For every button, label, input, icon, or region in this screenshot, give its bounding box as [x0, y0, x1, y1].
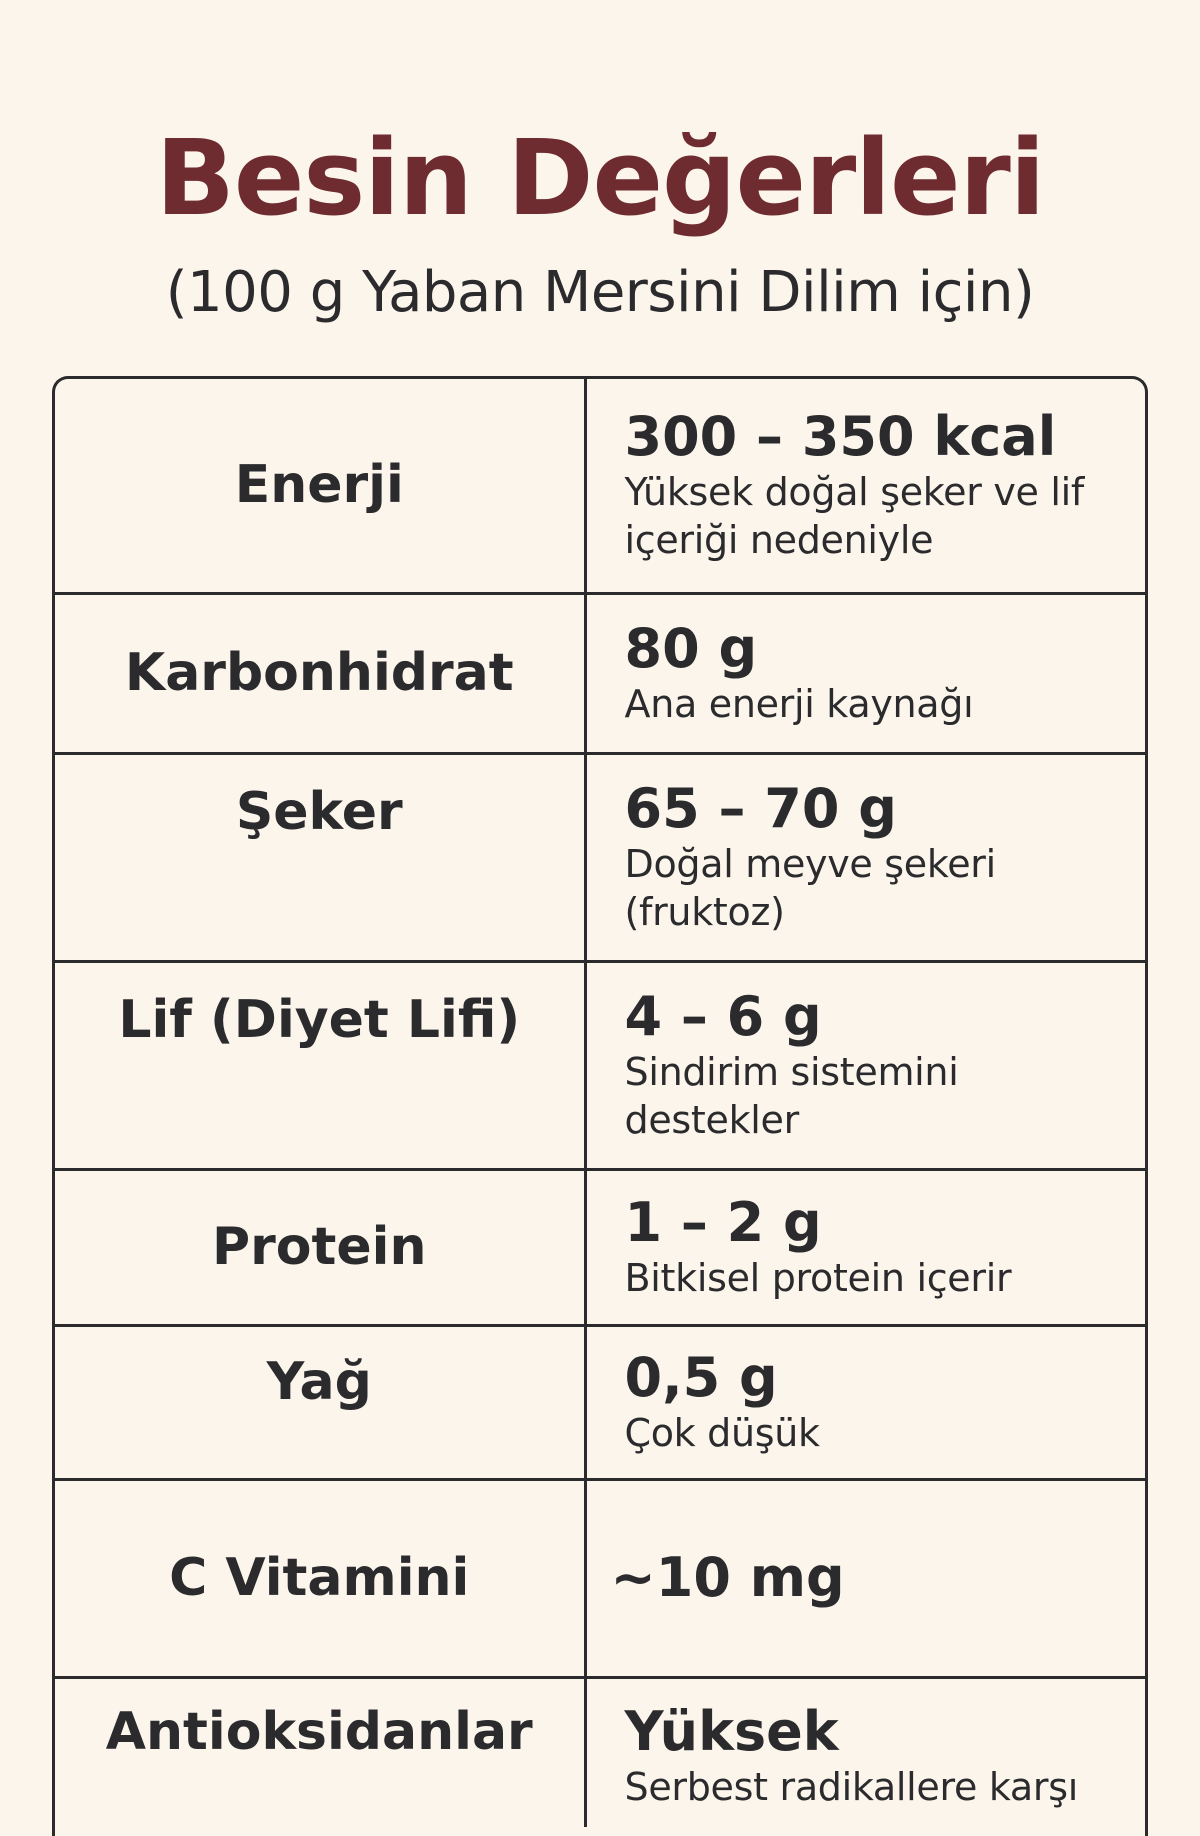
- nutrient-note: Ana enerji kaynağı: [624, 682, 974, 726]
- nutrient-name: Lif (Diyet Lifi): [118, 989, 521, 1050]
- nutrient-value-cell: [585, 379, 1145, 593]
- table-row: [55, 1677, 1145, 1827]
- nutrient-name: Yağ: [266, 1351, 372, 1412]
- nutrient-name-cell: [55, 1479, 585, 1677]
- nutrient-note: Bitkisel protein içerir: [624, 1256, 1012, 1300]
- nutrient-note: Çok düşük: [624, 1411, 820, 1455]
- nutrient-value-cell: [585, 1325, 1145, 1479]
- nutrient-value-cell: [585, 961, 1145, 1169]
- nutrient-name: C Vitamini: [169, 1548, 470, 1608]
- nutrient-name: Protein: [212, 1217, 427, 1277]
- nutrient-name: Karbonhidrat: [124, 643, 514, 703]
- nutrient-note: Yüksek doğal şeker ve lif içeriği nedeniyle: [624, 470, 1084, 563]
- page-title: Besin Değerleri: [155, 117, 1045, 239]
- nutrient-name: Enerji: [234, 455, 404, 516]
- table-row: [55, 753, 1145, 961]
- nutrient-value-cell: [585, 753, 1145, 961]
- nutrient-value-cell: [585, 1169, 1145, 1325]
- nutrient-note: Serbest radikallere karşı: [624, 1764, 1078, 1809]
- nutrient-amount: 80 g: [624, 617, 758, 680]
- nutrient-amount: 1 – 2 g: [624, 1191, 822, 1254]
- nutrient-amount: 0,5 g: [624, 1346, 778, 1409]
- nutrient-name-cell: [55, 1325, 585, 1479]
- nutrient-value-cell: [585, 593, 1145, 753]
- nutrient-name-cell: [55, 1169, 585, 1325]
- nutrient-name-cell: [55, 379, 585, 593]
- nutrient-name-cell: [55, 961, 585, 1169]
- table-row: [55, 1479, 1145, 1677]
- nutrition-table-grid: [55, 379, 1145, 1827]
- nutrient-amount: ~10 mg: [610, 1546, 845, 1609]
- nutrient-note: Sindirim sistemini destekler: [624, 1050, 959, 1142]
- table-row: [55, 593, 1145, 753]
- nutrient-name-cell: [55, 593, 585, 753]
- nutrient-amount: 65 – 70 g: [624, 777, 897, 840]
- nutrition-table: [52, 376, 1148, 1836]
- nutrient-name: Antioksidanlar: [105, 1701, 533, 1762]
- nutrient-amount: Yüksek: [624, 1699, 839, 1763]
- table-row: [55, 379, 1145, 593]
- nutrient-value-cell: [585, 1677, 1145, 1827]
- nutrient-amount: 300 – 350 kcal: [624, 405, 1057, 469]
- table-row: [55, 1169, 1145, 1325]
- nutrient-note: Doğal meyve şekeri (fruktoz): [624, 842, 996, 934]
- nutrient-name-cell: [55, 753, 585, 961]
- table-row: [55, 1325, 1145, 1479]
- table-row: [55, 961, 1145, 1169]
- nutrient-value-cell: [585, 1479, 1145, 1677]
- nutrient-name: Şeker: [235, 781, 403, 842]
- page-subtitle: (100 g Yaban Mersini Dilim için): [165, 260, 1035, 325]
- nutrient-amount: 4 – 6 g: [624, 985, 822, 1048]
- nutrient-name-cell: [55, 1677, 585, 1827]
